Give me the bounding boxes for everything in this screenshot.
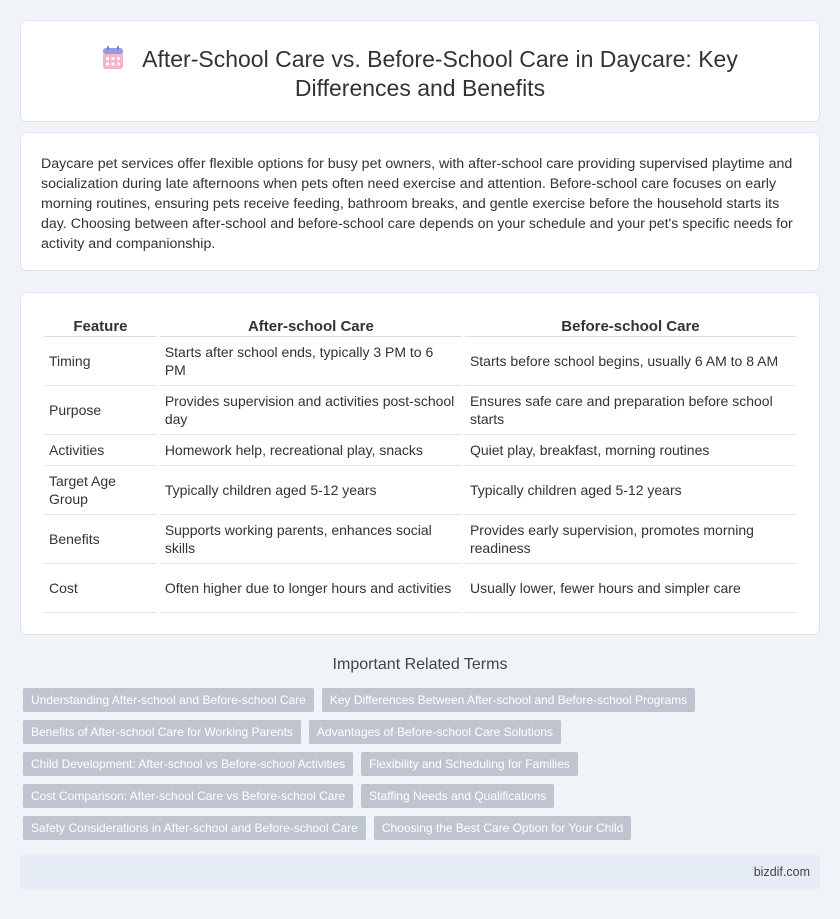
row-before-school: Usually lower, fewer hours and simpler care	[465, 564, 796, 613]
table-row	[44, 466, 796, 515]
row-feature: Cost	[44, 564, 157, 613]
row-feature: Benefits	[44, 515, 157, 564]
related-terms-title: Important Related Terms	[332, 656, 508, 673]
related-term-tag[interactable]: Cost Comparison: After-school Care vs Before-school Care	[23, 784, 353, 808]
comparison-card	[20, 292, 820, 635]
row-after-school: Typically children aged 5-12 years	[160, 466, 462, 515]
related-term-tag[interactable]: Benefits of After-school Care for Working Parents	[23, 720, 301, 744]
page-title-text: After-School Care vs. Before-School Care in Daycare: Key Differences and Benefits	[142, 46, 738, 101]
row-before-school: Ensures safe care and preparation before school starts	[465, 386, 796, 435]
intro-card	[20, 132, 820, 271]
header-after-school: After-school Care	[160, 309, 462, 337]
row-feature: Activities	[44, 435, 157, 466]
related-term-tag[interactable]: Understanding After-school and Before-school Care	[23, 688, 314, 712]
related-term-tag[interactable]: Flexibility and Scheduling for Families	[361, 752, 578, 776]
row-before-school: Provides early supervision, promotes morning readiness	[465, 515, 796, 564]
header-feature: Feature	[44, 309, 157, 337]
related-term-tag[interactable]: Safety Considerations in After-school and Before-school Care	[23, 816, 366, 840]
table-row	[44, 435, 796, 466]
page-title	[81, 45, 759, 103]
related-term-tag[interactable]: Child Development: After-school vs Before-school Activities	[23, 752, 353, 776]
table-row	[44, 515, 796, 564]
header-card	[20, 20, 820, 122]
row-feature: Purpose	[44, 386, 157, 435]
intro-paragraph: Daycare pet services offer flexible options for busy pet owners, with after-school care providing supervised playtime and socialization during late afternoons when pets often need exercise and attention. Before-school care focuses on early morning routines, ensuring pets receive feeding, bathroom breaks, and gentle exercise before the household starts its day. Choosing between after-school and before-school care depends on your schedule and your pet's specific needs for activity and companionship.	[41, 156, 793, 252]
row-after-school: Often higher due to longer hours and activities	[160, 564, 462, 613]
table-row	[44, 386, 796, 435]
related-terms-list	[23, 688, 823, 840]
comparison-table	[41, 309, 799, 613]
header-before-school: Before-school Care	[465, 309, 796, 337]
related-term-tag[interactable]: Choosing the Best Care Option for Your Child	[374, 816, 631, 840]
row-feature: Target Age Group	[44, 466, 157, 515]
row-before-school: Starts before school begins, usually 6 AM to 8 AM	[465, 337, 796, 386]
related-term-tag[interactable]: Key Differences Between After-school and Before-school Programs	[322, 688, 695, 712]
table-row	[44, 564, 796, 613]
row-after-school: Homework help, recreational play, snacks	[160, 435, 462, 466]
row-before-school: Typically children aged 5-12 years	[465, 466, 796, 515]
related-term-tag[interactable]: Advantages of Before-school Care Solutions	[309, 720, 561, 744]
row-before-school: Quiet play, breakfast, morning routines	[465, 435, 796, 466]
table-header-row	[44, 309, 796, 337]
document-icon	[102, 46, 124, 70]
row-after-school: Supports working parents, enhances social skills	[160, 515, 462, 564]
related-term-tag[interactable]: Staffing Needs and Qualifications	[361, 784, 554, 808]
row-feature: Timing	[44, 337, 157, 386]
row-after-school: Provides supervision and activities post-school day	[160, 386, 462, 435]
table-row	[44, 337, 796, 386]
footer	[20, 855, 820, 889]
footer-brand-link[interactable]: bizdif.com	[753, 865, 810, 879]
row-after-school: Starts after school ends, typically 3 PM to 6 PM	[160, 337, 462, 386]
